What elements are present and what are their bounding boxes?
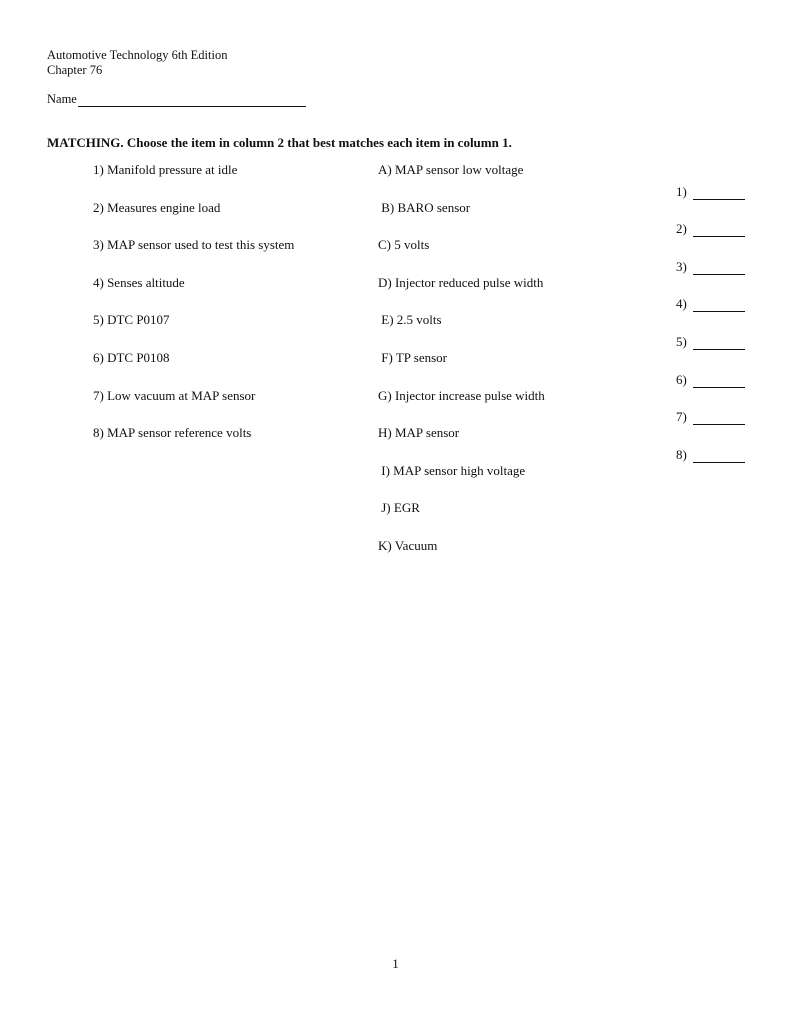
name-field — [47, 92, 306, 107]
answer-blank[interactable] — [693, 337, 745, 350]
instructions: MATCHING. Choose the item in column 2 that best matches each item in column 1. — [47, 135, 512, 150]
column-2-item: B) BARO sensor — [378, 199, 471, 215]
column-1-item: 5) DTC P0107 — [93, 312, 170, 328]
document-header — [47, 48, 227, 78]
answer-column — [676, 162, 745, 463]
answer-number: 5) — [676, 333, 687, 349]
column-2-item: H) MAP sensor — [378, 425, 460, 441]
answer-blank[interactable] — [693, 262, 745, 275]
answer-row — [676, 312, 745, 350]
answer-number: 6) — [676, 371, 687, 387]
column-2-item: G) Injector increase pulse width — [378, 387, 545, 403]
column-2-item: K) Vacuum — [378, 537, 438, 553]
answer-row — [676, 388, 745, 426]
column-1 — [93, 162, 294, 463]
column-1-item: 3) MAP sensor used to test this system — [93, 237, 295, 253]
answer-number: 8) — [676, 446, 687, 462]
column-1-item: 4) Senses altitude — [93, 274, 185, 290]
answer-blank[interactable] — [693, 299, 745, 312]
answer-row — [676, 275, 745, 313]
answer-row — [676, 350, 745, 388]
answer-blank[interactable] — [693, 450, 745, 463]
column-1-item: 6) DTC P0108 — [93, 349, 170, 365]
column-1-item: 8) MAP sensor reference volts — [93, 425, 252, 441]
name-label: Name — [47, 92, 77, 106]
column-2-item: F) TP sensor — [378, 349, 447, 365]
answer-number: 4) — [676, 296, 687, 312]
column-1-item: 1) Manifold pressure at idle — [93, 162, 238, 177]
answer-row — [676, 237, 745, 275]
column-1-item: 7) Low vacuum at MAP sensor — [93, 387, 256, 403]
answer-number: 7) — [676, 409, 687, 425]
name-blank[interactable] — [78, 94, 306, 107]
column-2-item: C) 5 volts — [378, 237, 430, 253]
chapter-label: Chapter 76 — [47, 63, 103, 77]
column-2-item: D) Injector reduced pulse width — [378, 274, 544, 290]
book-title: Automotive Technology 6th Edition — [47, 48, 228, 62]
answer-number: 1) — [676, 183, 687, 199]
column-2-item: I) MAP sensor high voltage — [378, 462, 526, 478]
column-2-item: J) EGR — [378, 500, 420, 516]
answer-row — [676, 200, 745, 238]
column-2 — [378, 162, 545, 576]
answer-number: 3) — [676, 258, 687, 274]
column-2-item: E) 2.5 volts — [378, 312, 442, 328]
column-1-item: 2) Measures engine load — [93, 199, 221, 215]
page-number: 1 — [392, 956, 399, 971]
answer-row — [676, 162, 745, 200]
answer-row — [676, 425, 745, 463]
answer-blank[interactable] — [693, 224, 745, 237]
answer-number: 2) — [676, 221, 687, 237]
column-2-item: A) MAP sensor low voltage — [378, 162, 524, 177]
answer-blank[interactable] — [693, 187, 745, 200]
answer-blank[interactable] — [693, 375, 745, 388]
answer-blank[interactable] — [693, 412, 745, 425]
